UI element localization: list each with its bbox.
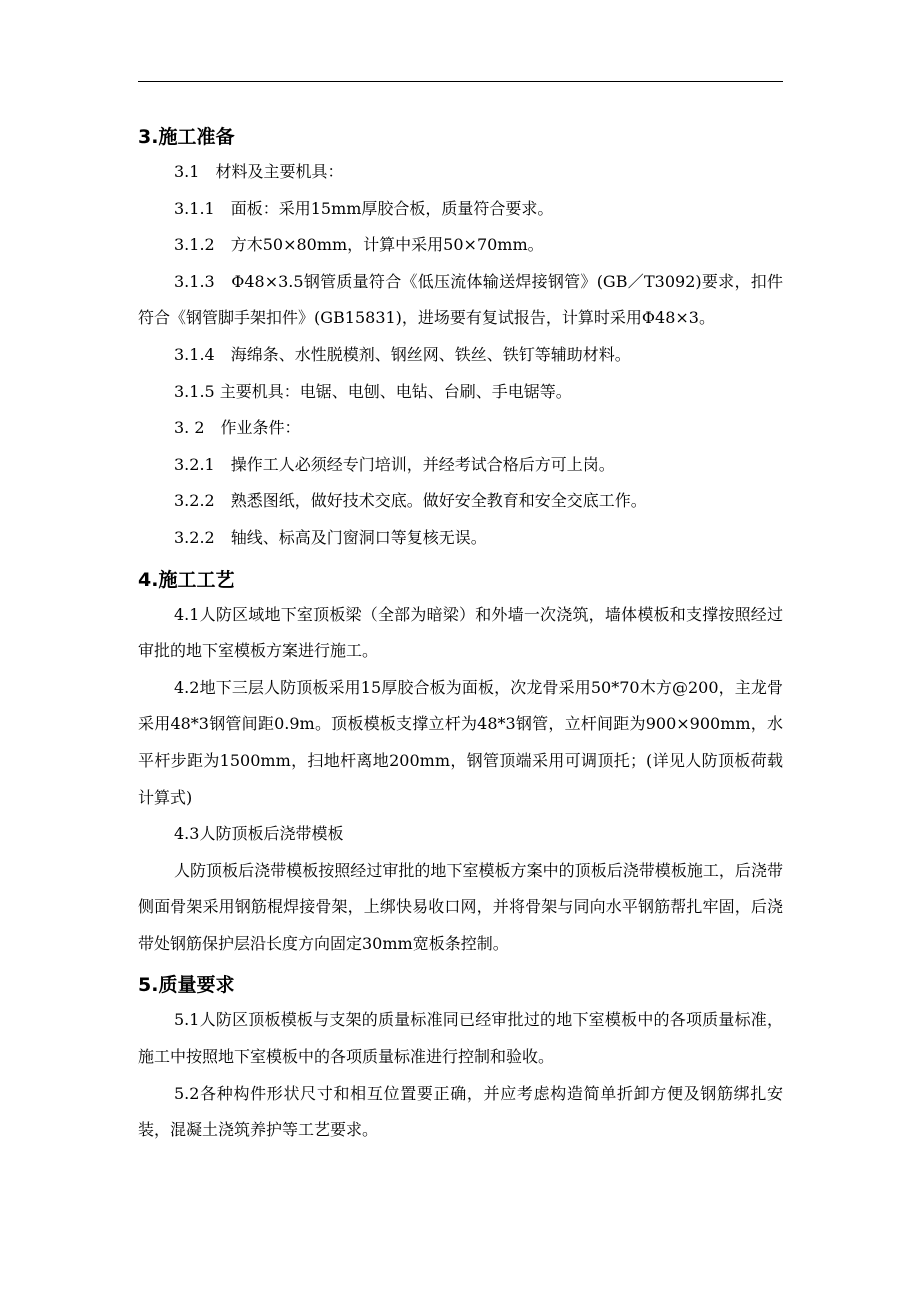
- paragraph-5-1: 5.1人防区顶板模板与支架的质量标准同已经审批过的地下室模板中的各项质量标准，施工中按照地下室模板中的各项质量标准进行控制和验收。: [138, 1010, 783, 1067]
- paragraph-4-2: 4.2地下三层人防顶板采用15厚胶合板为面板，次龙骨采用50*70木方@200，主龙骨采用48*3钢管间距0.9m。顶板模板支撑立杆为48*3钢管，立杆间距为900×900mm，水平杆步距为1500mm，扫地杆离地200mm，钢管顶端采用可调顶托；(详见人防顶板荷载计算式): [138, 677, 783, 807]
- paragraph-3-1: 3.1 材料及主要机具：: [174, 162, 344, 181]
- paragraph-3-1-2: 3.1.2 方木50×80mm，计算中采用50×70mm。: [174, 235, 544, 255]
- paragraph-5-2: 5.2各种构件形状尺寸和相互位置要正确，并应考虑构造简单折卸方便及钢筋绑扎安装，混凝土浇筑养护等工艺要求。: [138, 1083, 783, 1140]
- section-4-heading: 4.施工工艺: [138, 568, 235, 591]
- paragraph-4-1: 4.1人防区域地下室顶板梁（全部为暗梁）和外墙一次浇筑，墙体模板和支撑按照经过审批的地下室模板方案进行施工。: [138, 604, 783, 661]
- paragraph-3-1-1: 3.1.1 面板：采用15mm厚胶合板，质量符合要求。: [174, 198, 554, 218]
- paragraph-3-2-2b: 3.2.2 轴线、标高及门窗洞口等复核无误。: [174, 527, 487, 547]
- header-rule: [138, 81, 783, 82]
- paragraph-3-1-5: 3.1.5 主要机具：电锯、电刨、电钻、台刷、手电锯等。: [174, 381, 572, 401]
- paragraph-3-2-1: 3.2.1 操作工人必须经专门培训，并经考试合格后方可上岗。: [174, 454, 615, 474]
- paragraph-3-1-3: 3.1.3 Φ48×3.5钢管质量符合《低压流体输送焊接钢管》(GB／T3092)要求，扣件符合《钢管脚手架扣件》(GB15831)，进场要有复试报告，计算时采用Φ48×3。: [138, 271, 783, 328]
- paragraph-3-2: 3. 2 作业条件：: [174, 418, 301, 438]
- paragraph-4-3: 4.3人防顶板后浇带模板: [174, 824, 344, 844]
- paragraph-3-2-2a: 3.2.2 熟悉图纸，做好技术交底。做好安全教育和安全交底工作。: [174, 491, 647, 511]
- paragraph-3-1-4: 3.1.4 海绵条、水性脱模剂、钢丝网、铁丝、铁钉等辅助材料。: [174, 344, 631, 364]
- document-body: [138, 120, 783, 1149]
- section-3-heading: 3.施工准备: [138, 126, 235, 148]
- section-5-heading: 5.质量要求: [138, 974, 235, 997]
- paragraph-4-3-body: 人防顶板后浇带模板按照经过审批的地下室模板方案中的顶板后浇带模板施工，后浇带侧面骨架采用钢筋棍焊接骨架，上绑快易收口网，并将骨架与同向水平钢筋帮扎牢固，后浇带处钢筋保护层沿长度方向固定30mm宽板条控制。: [138, 860, 783, 953]
